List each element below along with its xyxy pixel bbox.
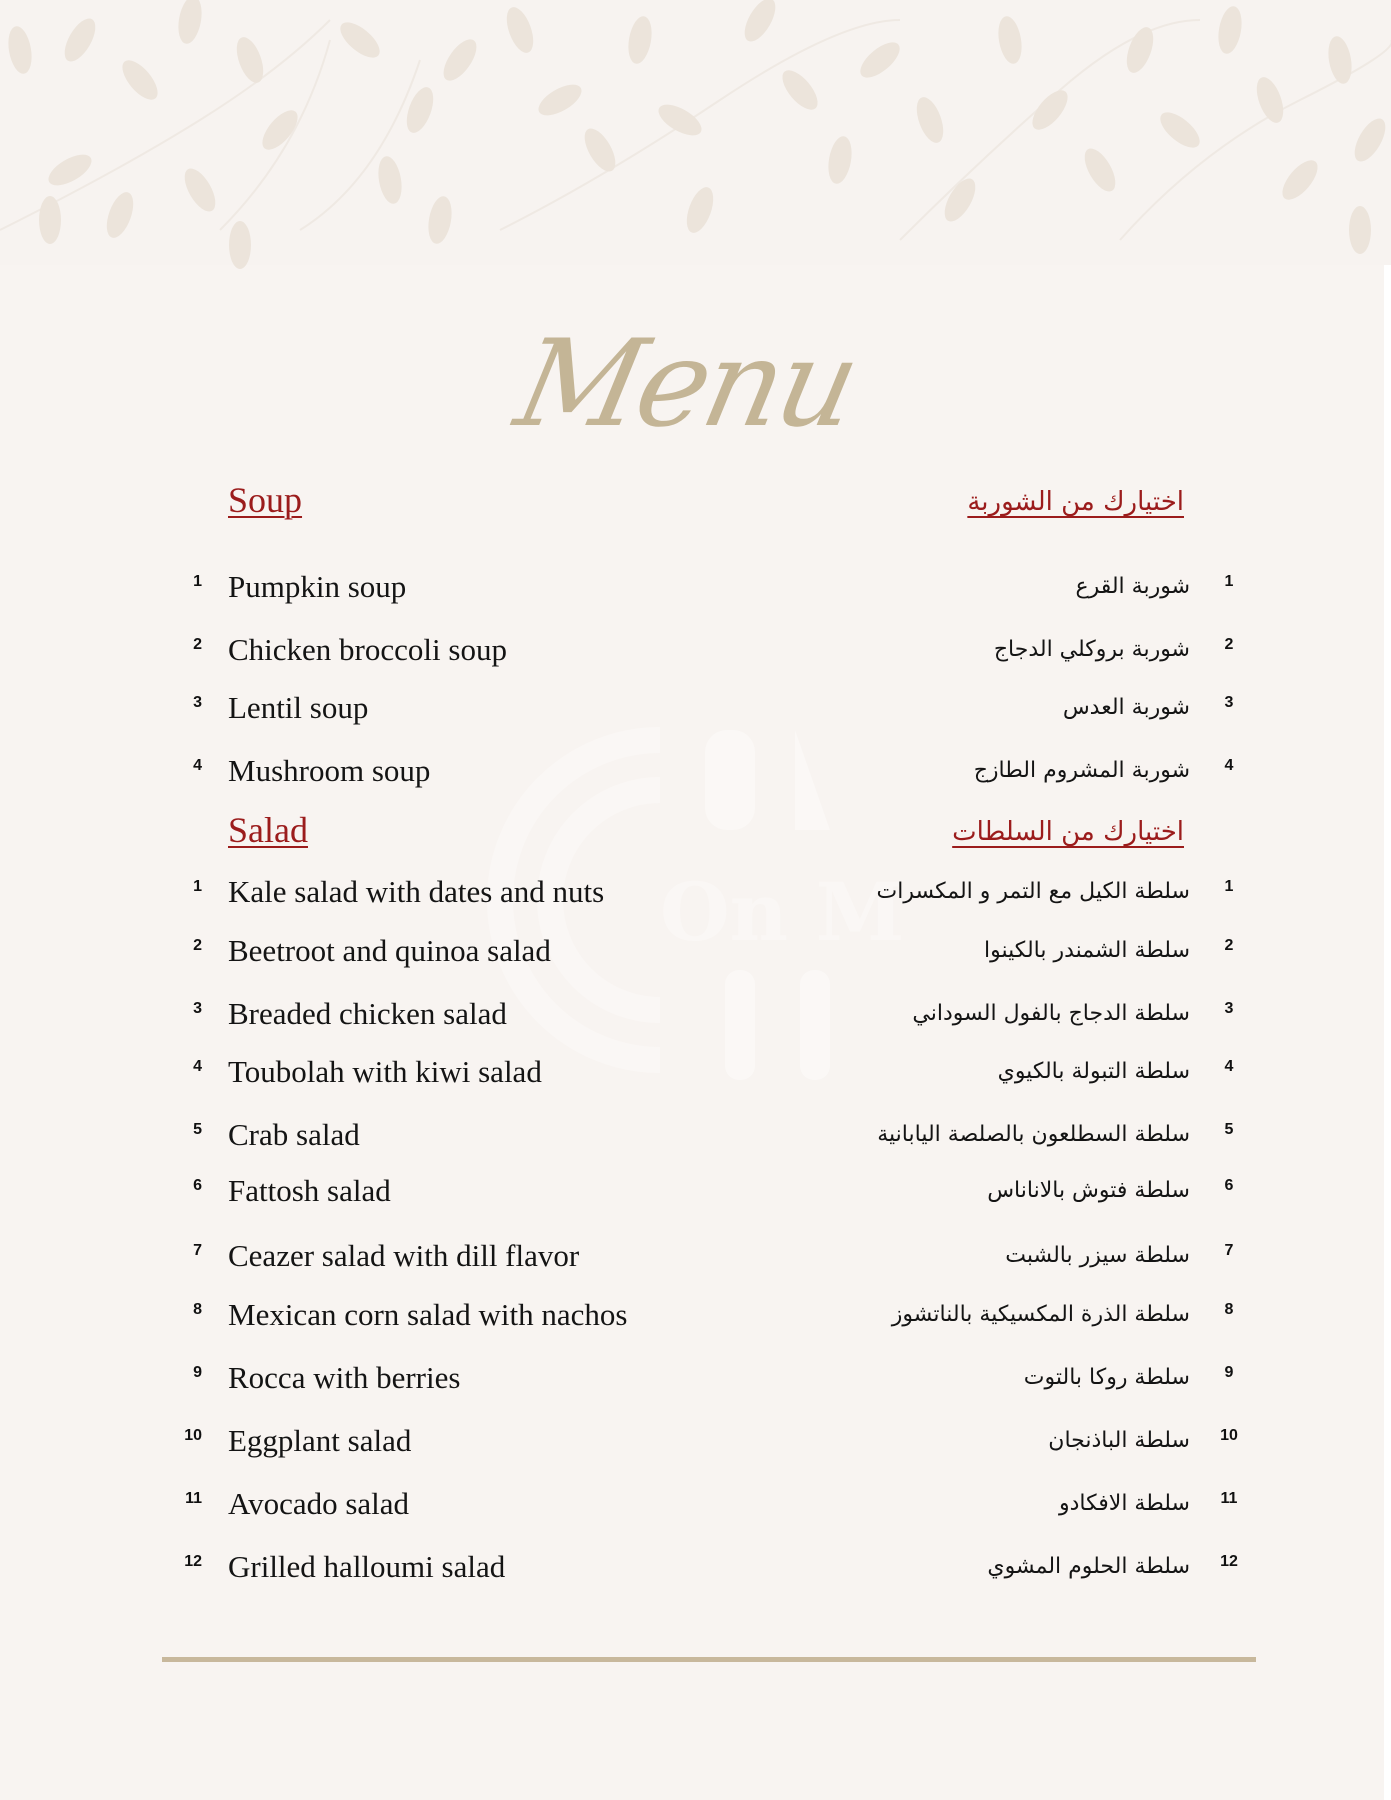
item-number: 11 [185,1490,202,1507]
menu-item-row [0,630,1384,670]
menu-item-row [0,1052,1384,1092]
item-name-ar: سلطة السطلعون بالصلصة اليابانية [877,1122,1190,1147]
menu-item-row [0,1115,1384,1155]
item-number: 7 [193,1242,202,1259]
item-name-en: Rocca with berries [228,1360,461,1395]
item-name-en: Mexican corn salad with nachos [228,1297,628,1332]
item-number-ar: 5 [1224,1121,1234,1138]
section-heading-en: Salad [228,810,308,850]
section-heading-ar: اختيارك من الشوربة [967,487,1184,517]
item-name-ar: سلطة الافكادو [1058,1491,1190,1516]
menu-item-row [0,872,1384,912]
item-name-ar: شوربة بروكلي الدجاج [993,637,1190,662]
menu-item-row [0,567,1384,607]
item-name-en: Mushroom soup [228,753,431,788]
menu-item-row [0,994,1384,1034]
item-name-ar: شوربة المشروم الطازج [973,758,1190,783]
item-number-ar: 8 [1224,1301,1234,1318]
menu-title [505,300,868,490]
item-name-ar: شوربة العدس [1062,695,1190,720]
item-name-ar: سلطة الكيل مع التمر و المكسرات [876,879,1190,904]
menu-item-row [0,1484,1384,1524]
item-name-ar: سلطة الحلوم المشوي [987,1554,1190,1579]
watermark-text: On M [660,865,905,959]
item-number-ar: 1 [1224,878,1234,895]
item-name-ar: سلطة سيزر بالشبت [1005,1243,1190,1268]
item-name-en: Crab salad [228,1117,360,1152]
item-number: 1 [193,878,202,895]
leaf-pattern-header [0,0,1391,265]
item-name-ar: سلطة الشمندر بالكينوا [984,938,1190,963]
item-name-en: Ceazer salad with dill flavor [228,1238,580,1273]
menu-item-row [0,1236,1384,1276]
item-name-en: Avocado salad [228,1486,410,1521]
item-name-en: Toubolah with kiwi salad [228,1054,542,1089]
item-number-ar: 4 [1224,1058,1234,1075]
item-name-ar: سلطة روكا بالتوت [1023,1365,1190,1390]
item-name-en: Pumpkin soup [228,569,407,604]
item-number-ar: 10 [1220,1427,1238,1444]
item-number: 2 [193,636,202,653]
item-name-en: Kale salad with dates and nuts [228,874,605,909]
item-name-ar: شوربة القرع [1075,574,1190,599]
item-number-ar: 3 [1224,1000,1234,1017]
item-name-en: Breaded chicken salad [228,996,507,1031]
item-number: 1 [193,573,202,590]
item-number: 8 [193,1301,202,1318]
menu-item-row [0,931,1384,971]
item-number-ar: 3 [1224,694,1234,711]
item-number: 3 [193,694,202,711]
item-name-en: Eggplant salad [228,1423,412,1458]
item-name-en: Chicken broccoli soup [228,632,507,667]
item-number: 2 [193,937,202,954]
item-number-ar: 9 [1224,1364,1234,1381]
menu-item-row [0,1171,1384,1211]
item-number-ar: 2 [1224,636,1234,653]
item-name-ar: سلطة الباذنجان [1048,1428,1190,1453]
item-number-ar: 12 [1220,1553,1238,1570]
item-name-en: Grilled halloumi salad [228,1549,506,1584]
item-number: 9 [193,1364,202,1381]
menu-item-row [0,1547,1384,1587]
menu-item-row [0,1421,1384,1461]
item-number: 12 [184,1553,202,1570]
item-name-ar: سلطة الدجاج بالفول السوداني [912,1001,1190,1026]
item-number-ar: 11 [1220,1490,1238,1507]
item-number-ar: 7 [1224,1242,1234,1259]
item-number: 4 [193,757,202,774]
menu-title-text: Menu [505,315,868,454]
leaf-pattern-icon [0,0,1391,265]
item-number: 6 [193,1177,202,1194]
item-number: 3 [193,1000,202,1017]
item-number: 10 [184,1427,202,1444]
item-number: 5 [193,1121,202,1138]
item-name-ar: سلطة التبولة بالكيوي [997,1059,1190,1084]
item-name-ar: سلطة الذرة المكسيكية بالناتشوز [891,1302,1190,1327]
menu-item-row [0,688,1384,728]
menu-item-row [0,1295,1384,1335]
footer-divider [162,1657,1256,1662]
menu-item-row [0,751,1384,791]
menu-item-row [0,1358,1384,1398]
item-name-ar: سلطة فتوش بالاناناس [987,1178,1190,1203]
item-number-ar: 4 [1224,757,1234,774]
item-name-en: Lentil soup [228,690,369,725]
item-number-ar: 2 [1224,937,1234,954]
item-number-ar: 6 [1224,1177,1234,1194]
section-heading-ar: اختيارك من السلطات [952,817,1184,847]
item-number: 4 [193,1058,202,1075]
item-name-en: Beetroot and quinoa salad [228,933,551,968]
section-heading-en: Soup [228,480,303,520]
item-name-en: Fattosh salad [228,1173,391,1208]
item-number-ar: 1 [1224,573,1234,590]
